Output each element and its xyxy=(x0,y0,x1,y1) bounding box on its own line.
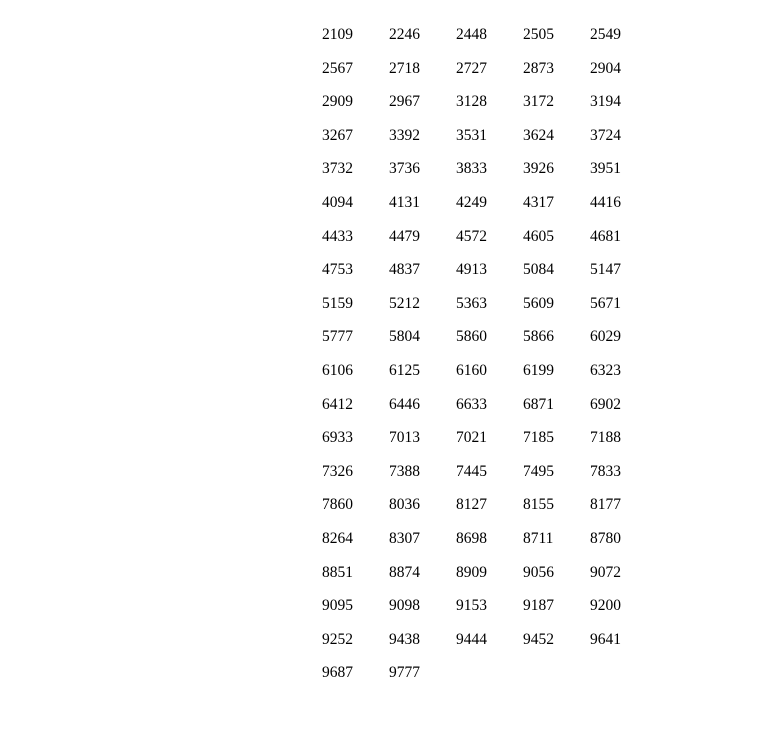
table-cell: 3267 xyxy=(322,126,353,144)
table-cell: 7833 xyxy=(590,462,621,480)
table-cell: 7388 xyxy=(389,462,420,480)
table-cell: 9444 xyxy=(456,630,487,648)
table-cell: 3194 xyxy=(590,93,621,111)
table-cell: 2567 xyxy=(322,59,353,77)
table-cell: 6933 xyxy=(322,429,353,447)
number-grid-body xyxy=(322,18,657,690)
table-cell: 8874 xyxy=(389,563,420,581)
table-cell: 9098 xyxy=(389,597,420,615)
table-cell: 5609 xyxy=(523,294,554,312)
table-row xyxy=(322,589,657,623)
table-cell: 8127 xyxy=(456,496,487,514)
table-cell: 9252 xyxy=(322,630,353,648)
table-cell: 8780 xyxy=(590,529,621,547)
table-cell: 6633 xyxy=(456,395,487,413)
table-cell: 3392 xyxy=(389,126,420,144)
table-cell: 8264 xyxy=(322,529,353,547)
table-cell: 8036 xyxy=(389,496,420,514)
table-row xyxy=(322,656,657,690)
table-cell: 6029 xyxy=(590,328,621,346)
table-row xyxy=(322,421,657,455)
table-row xyxy=(322,220,657,254)
table-cell: 3172 xyxy=(523,93,554,111)
table-row xyxy=(322,455,657,489)
table-row xyxy=(322,253,657,287)
table-cell: 6160 xyxy=(456,361,487,379)
table-row xyxy=(322,119,657,153)
table-row xyxy=(322,85,657,119)
table-cell: 3624 xyxy=(523,126,554,144)
table-cell: 8711 xyxy=(523,529,554,547)
table-cell: 4913 xyxy=(456,261,487,279)
table-cell: 8698 xyxy=(456,529,487,547)
table-cell: 9200 xyxy=(590,597,621,615)
table-cell: 7445 xyxy=(456,462,487,480)
table-cell: 2549 xyxy=(590,26,621,43)
table-cell: 3531 xyxy=(456,126,487,144)
table-cell: 4753 xyxy=(322,261,353,279)
table-cell: 8307 xyxy=(389,529,420,547)
table-cell: 6125 xyxy=(389,361,420,379)
table-cell: 4681 xyxy=(590,227,621,245)
number-grid xyxy=(322,18,657,690)
table-row xyxy=(322,354,657,388)
table-cell: 3951 xyxy=(590,160,621,178)
table-cell: 2727 xyxy=(456,59,487,77)
table-cell xyxy=(590,656,657,690)
table-cell: 8155 xyxy=(523,496,554,514)
table-cell: 3732 xyxy=(322,160,353,178)
table-cell: 5363 xyxy=(456,294,487,312)
table-cell: 4416 xyxy=(590,193,621,211)
table-cell: 7021 xyxy=(456,429,487,447)
table-cell xyxy=(456,656,523,690)
table-row xyxy=(322,488,657,522)
table-cell: 7013 xyxy=(389,429,420,447)
table-row xyxy=(322,52,657,86)
table-cell: 7188 xyxy=(590,429,621,447)
table-cell: 2967 xyxy=(389,93,420,111)
table-cell: 2904 xyxy=(590,59,621,77)
table-cell: 3833 xyxy=(456,160,487,178)
table-cell: 3736 xyxy=(389,160,420,178)
table-cell: 2448 xyxy=(456,26,487,43)
table-row xyxy=(322,186,657,220)
table-cell: 4131 xyxy=(389,193,420,211)
table-cell: 9095 xyxy=(322,597,353,615)
table-cell: 6902 xyxy=(590,395,621,413)
table-cell: 6871 xyxy=(523,395,554,413)
table-cell: 2909 xyxy=(322,93,353,111)
table-cell: 5671 xyxy=(590,294,621,312)
table-cell: 9056 xyxy=(523,563,554,581)
table-cell: 8177 xyxy=(590,496,621,514)
table-cell: 2873 xyxy=(523,59,554,77)
table-cell: 9687 xyxy=(322,664,353,682)
table-row xyxy=(322,388,657,422)
table-cell: 2718 xyxy=(389,59,420,77)
table-cell: 3724 xyxy=(590,126,621,144)
table-cell: 6323 xyxy=(590,361,621,379)
table-cell: 4433 xyxy=(322,227,353,245)
table-row xyxy=(322,623,657,657)
table-row xyxy=(322,320,657,354)
table-row xyxy=(322,152,657,186)
table-cell: 4479 xyxy=(389,227,420,245)
table-cell: 4317 xyxy=(523,193,554,211)
table-cell: 2505 xyxy=(523,26,554,43)
table-cell: 5084 xyxy=(523,261,554,279)
table-cell: 4249 xyxy=(456,193,487,211)
table-cell: 9072 xyxy=(590,563,621,581)
table-cell: 6446 xyxy=(389,395,420,413)
table-cell: 5212 xyxy=(389,294,420,312)
table-cell: 9438 xyxy=(389,630,420,648)
table-cell: 2246 xyxy=(389,26,420,43)
table-cell: 7185 xyxy=(523,429,554,447)
table-cell: 8909 xyxy=(456,563,487,581)
table-cell: 9452 xyxy=(523,630,554,648)
table-cell: 5866 xyxy=(523,328,554,346)
table-cell: 6412 xyxy=(322,395,353,413)
table-cell: 7326 xyxy=(322,462,353,480)
table-row xyxy=(322,522,657,556)
table-cell: 3128 xyxy=(456,93,487,111)
table-row xyxy=(322,556,657,590)
table-cell: 7495 xyxy=(523,462,554,480)
table-cell: 6106 xyxy=(322,361,353,379)
table-cell: 5147 xyxy=(590,261,621,279)
table-cell: 4837 xyxy=(389,261,420,279)
table-cell xyxy=(523,656,590,690)
table-cell: 9641 xyxy=(590,630,621,648)
table-cell: 9153 xyxy=(456,597,487,615)
table-cell: 8851 xyxy=(322,563,353,581)
table-cell: 7860 xyxy=(322,496,353,514)
table-cell: 4605 xyxy=(523,227,554,245)
table-cell: 9187 xyxy=(523,597,554,615)
table-cell: 5804 xyxy=(389,328,420,346)
table-row xyxy=(322,18,657,52)
table-cell: 4094 xyxy=(322,193,353,211)
table-cell: 3926 xyxy=(523,160,554,178)
table-cell: 5860 xyxy=(456,328,487,346)
table-cell: 2109 xyxy=(322,26,353,43)
table-row xyxy=(322,287,657,321)
table-cell: 9777 xyxy=(389,664,420,682)
table-cell: 4572 xyxy=(456,227,487,245)
table-cell: 6199 xyxy=(523,361,554,379)
table-cell: 5159 xyxy=(322,294,353,312)
table-cell: 5777 xyxy=(322,328,353,346)
